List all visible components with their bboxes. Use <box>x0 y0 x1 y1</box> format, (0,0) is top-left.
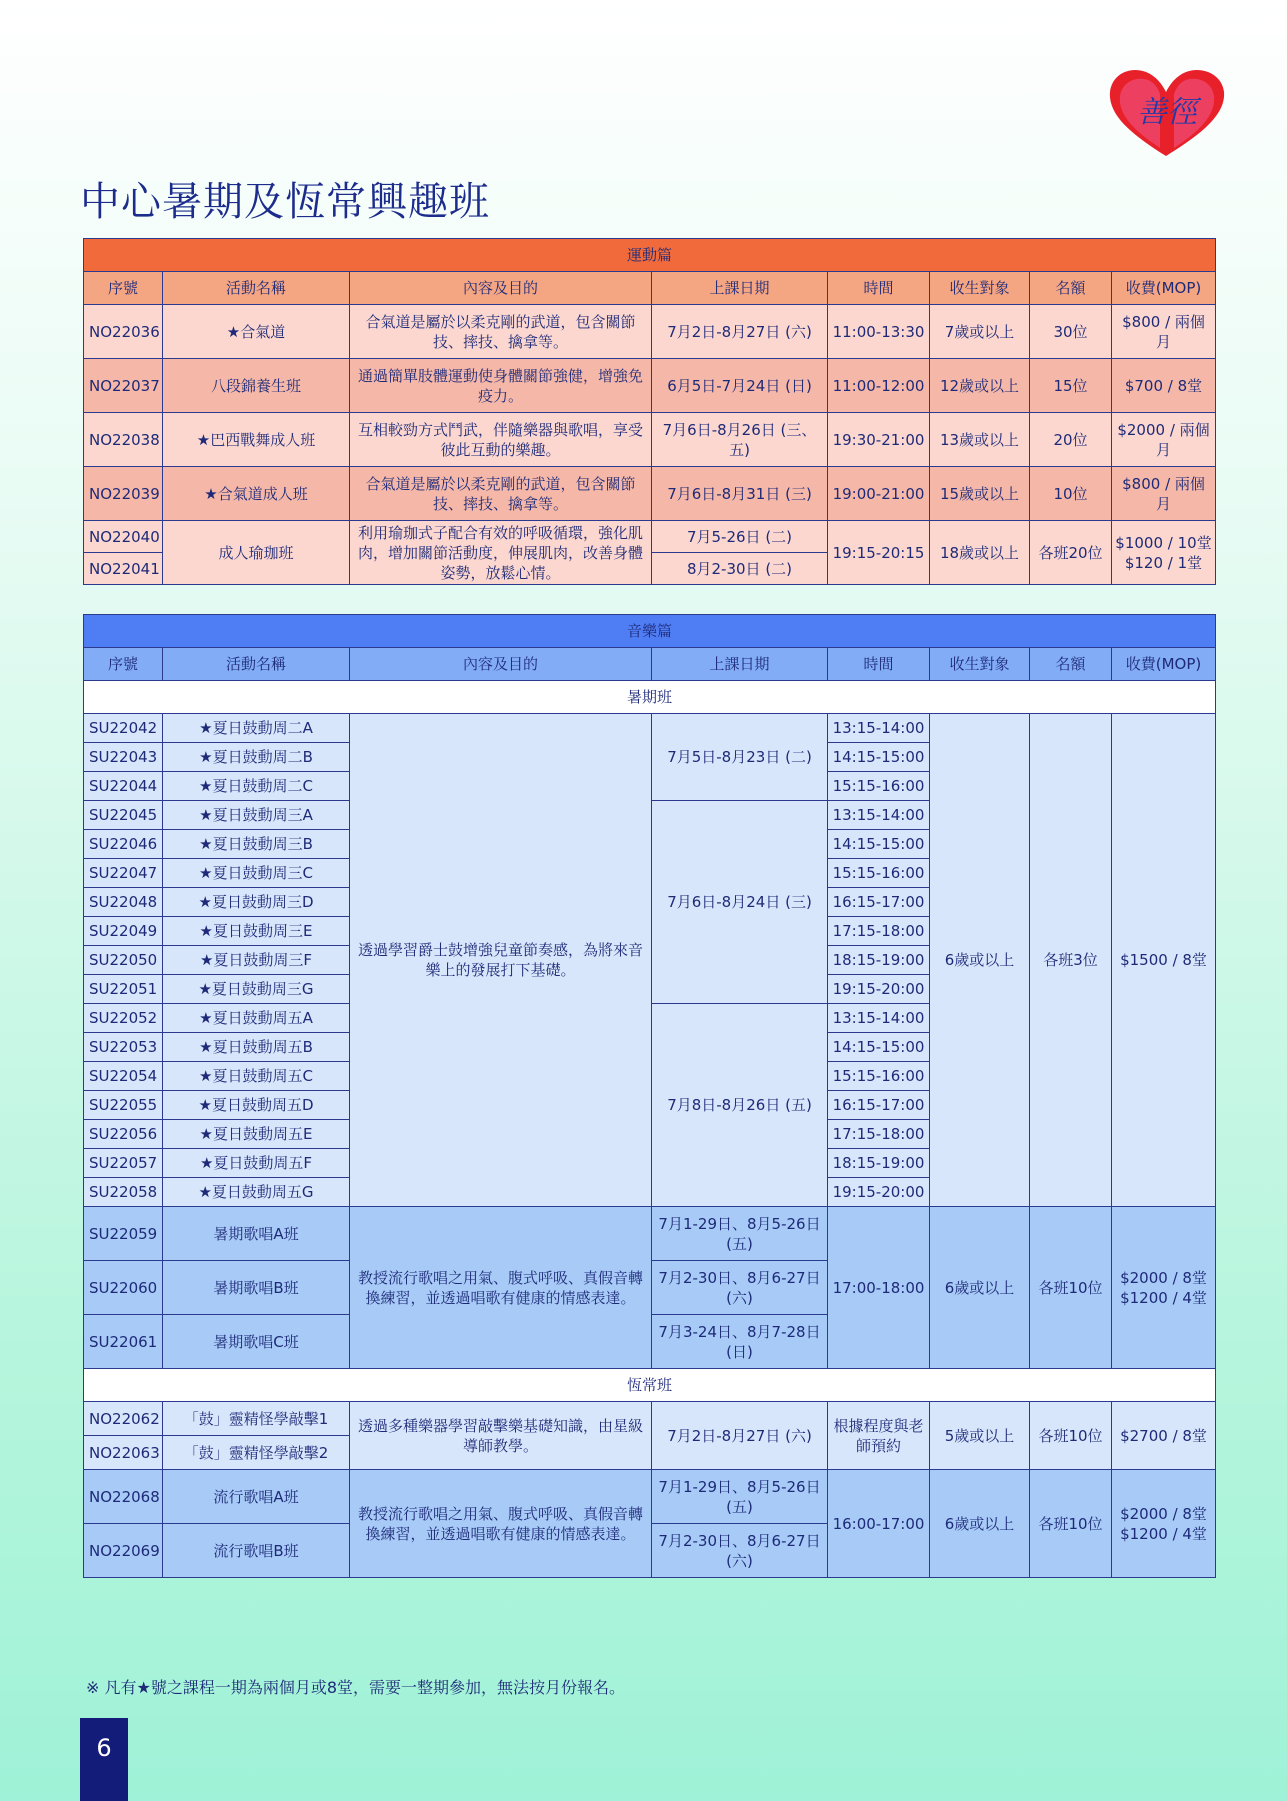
page-title: 中心暑期及恆常興趣班 <box>80 179 490 225</box>
course-date: 7月6日-8月26日 (三、五) <box>652 413 828 467</box>
course-code: SU22044 <box>84 772 163 801</box>
shanjing-logo <box>1104 64 1230 160</box>
section-title: 音樂篇 <box>84 615 1216 648</box>
course-name: 暑期歌唱C班 <box>163 1315 350 1369</box>
table-row <box>84 1470 1216 1524</box>
table-row <box>84 521 1216 553</box>
course-date: 7月6日-8月31日 (三) <box>652 467 828 521</box>
course-code: SU22053 <box>84 1033 163 1062</box>
course-code: NO22037 <box>84 359 163 413</box>
logo-text: 善徑 <box>1137 95 1197 130</box>
header-quota: 名額 <box>1030 648 1112 681</box>
course-quota: 各班10位 <box>1030 1402 1112 1470</box>
course-code: SU22049 <box>84 917 163 946</box>
footnote: ※ 凡有★號之課程一期為兩個月或8堂，需要一整期參加，無法按月份報名。 <box>86 1678 626 1697</box>
course-code: SU22056 <box>84 1120 163 1149</box>
course-time: 14:15-15:00 <box>828 830 930 859</box>
course-age: 15歲或以上 <box>930 467 1030 521</box>
sports-table <box>83 238 1216 585</box>
course-code: NO22036 <box>84 305 163 359</box>
course-quota: 10位 <box>1030 467 1112 521</box>
course-quota: 各班20位 <box>1030 521 1112 585</box>
course-time: 19:30-21:00 <box>828 413 930 467</box>
course-time: 14:15-15:00 <box>828 743 930 772</box>
course-content: 互相較勁方式鬥武，伴隨樂器與歌唱，享受彼此互動的樂趣。 <box>350 413 652 467</box>
course-quota: 各班3位 <box>1030 714 1112 1207</box>
course-quota: 15位 <box>1030 359 1112 413</box>
subsection-summer: 暑期班 <box>84 681 1216 714</box>
course-name: ★夏日鼓動周三D <box>163 888 350 917</box>
course-quota: 20位 <box>1030 413 1112 467</box>
header-date: 上課日期 <box>652 272 828 305</box>
course-time: 18:15-19:00 <box>828 1149 930 1178</box>
course-code: SU22045 <box>84 801 163 830</box>
header-name: 活動名稱 <box>163 272 350 305</box>
course-time: 根據程度與老師預約 <box>828 1402 930 1470</box>
course-content: 通過簡單肢體運動使身體關節強健，增強免疫力。 <box>350 359 652 413</box>
course-code: SU22048 <box>84 888 163 917</box>
course-fee: $700 / 8堂 <box>1112 359 1216 413</box>
course-time: 16:15-17:00 <box>828 888 930 917</box>
header-time: 時間 <box>828 272 930 305</box>
course-name: ★夏日鼓動周五E <box>163 1120 350 1149</box>
course-code: SU22058 <box>84 1178 163 1207</box>
course-name: 暑期歌唱A班 <box>163 1207 350 1261</box>
header-quota: 名額 <box>1030 272 1112 305</box>
table-row <box>84 714 1216 743</box>
course-time: 19:15-20:00 <box>828 1178 930 1207</box>
course-name: ★合氣道 <box>163 305 350 359</box>
course-content: 透過學習爵士鼓增強兒童節奏感，為將來音樂上的發展打下基礎。 <box>350 714 652 1207</box>
page-number: 6 <box>80 1718 128 1801</box>
course-date: 7月1-29日、8月5-26日 (五) <box>652 1470 828 1524</box>
music-table <box>83 614 1216 1578</box>
course-code: NO22062 <box>84 1402 163 1436</box>
course-name: 「鼓」靈精怪學敲擊2 <box>163 1436 350 1470</box>
course-name: ★夏日鼓動周三F <box>163 946 350 975</box>
course-name: ★夏日鼓動周二C <box>163 772 350 801</box>
course-fee: $2700 / 8堂 <box>1112 1402 1216 1470</box>
course-code: NO22068 <box>84 1470 163 1524</box>
course-name: ★夏日鼓動周三G <box>163 975 350 1004</box>
course-name: ★夏日鼓動周三B <box>163 830 350 859</box>
course-quota: 各班10位 <box>1030 1207 1112 1369</box>
course-code: SU22051 <box>84 975 163 1004</box>
header-date: 上課日期 <box>652 648 828 681</box>
course-name: 流行歌唱B班 <box>163 1524 350 1578</box>
course-content: 教授流行歌唱之用氣、腹式呼吸、真假音轉換練習，並透過唱歌有健康的情感表達。 <box>350 1207 652 1369</box>
course-name: ★巴西戰舞成人班 <box>163 413 350 467</box>
course-name: ★夏日鼓動周五B <box>163 1033 350 1062</box>
course-time: 15:15-16:00 <box>828 772 930 801</box>
course-content: 教授流行歌唱之用氣、腹式呼吸、真假音轉換練習，並透過唱歌有健康的情感表達。 <box>350 1470 652 1578</box>
course-name: 「鼓」靈精怪學敲擊1 <box>163 1402 350 1436</box>
course-age: 6歲或以上 <box>930 1470 1030 1578</box>
header-content: 內容及目的 <box>350 272 652 305</box>
course-date: 7月5日-8月23日 (二) <box>652 714 828 801</box>
header-code: 序號 <box>84 272 163 305</box>
course-time: 19:15-20:00 <box>828 975 930 1004</box>
course-date: 6月5日-7月24日 (日) <box>652 359 828 413</box>
course-age: 13歲或以上 <box>930 413 1030 467</box>
course-content: 透過多種樂器學習敲擊樂基礎知識，由星級導師教學。 <box>350 1402 652 1470</box>
header-row <box>84 648 1216 681</box>
header-row <box>84 272 1216 305</box>
course-code: NO22039 <box>84 467 163 521</box>
course-time: 11:00-12:00 <box>828 359 930 413</box>
course-time: 15:15-16:00 <box>828 859 930 888</box>
course-time: 15:15-16:00 <box>828 1062 930 1091</box>
course-code: SU22061 <box>84 1315 163 1369</box>
course-time: 13:15-14:00 <box>828 714 930 743</box>
course-code: SU22057 <box>84 1149 163 1178</box>
course-code: SU22054 <box>84 1062 163 1091</box>
course-name: ★夏日鼓動周五G <box>163 1178 350 1207</box>
table-row <box>84 467 1216 521</box>
course-time: 14:15-15:00 <box>828 1033 930 1062</box>
table-row <box>84 359 1216 413</box>
course-code: SU22060 <box>84 1261 163 1315</box>
course-fee: $1000 / 10堂 $120 / 1堂 <box>1112 521 1216 585</box>
course-name: ★夏日鼓動周五A <box>163 1004 350 1033</box>
course-time: 17:15-18:00 <box>828 917 930 946</box>
header-content: 內容及目的 <box>350 648 652 681</box>
header-code: 序號 <box>84 648 163 681</box>
course-code: NO22040 <box>84 521 163 553</box>
course-code: SU22043 <box>84 743 163 772</box>
course-time: 19:15-20:15 <box>828 521 930 585</box>
header-time: 時間 <box>828 648 930 681</box>
course-time: 18:15-19:00 <box>828 946 930 975</box>
course-age: 5歲或以上 <box>930 1402 1030 1470</box>
course-code: SU22047 <box>84 859 163 888</box>
header-age: 收生對象 <box>930 272 1030 305</box>
course-age: 6歲或以上 <box>930 714 1030 1207</box>
course-code: SU22059 <box>84 1207 163 1261</box>
course-name: ★夏日鼓動周五D <box>163 1091 350 1120</box>
course-date: 7月2日-8月27日 (六) <box>652 305 828 359</box>
course-time: 16:00-17:00 <box>828 1470 930 1578</box>
course-date: 7月1-29日、8月5-26日 (五) <box>652 1207 828 1261</box>
course-code: SU22050 <box>84 946 163 975</box>
course-time: 17:00-18:00 <box>828 1207 930 1369</box>
course-name: ★夏日鼓動周五C <box>163 1062 350 1091</box>
header-age: 收生對象 <box>930 648 1030 681</box>
course-name: ★夏日鼓動周二B <box>163 743 350 772</box>
course-date: 8月2-30日 (二) <box>652 553 828 585</box>
course-name: 八段錦養生班 <box>163 359 350 413</box>
course-time: 11:00-13:30 <box>828 305 930 359</box>
section-title: 運動篇 <box>84 239 1216 272</box>
course-name: ★夏日鼓動周三A <box>163 801 350 830</box>
course-code: NO22038 <box>84 413 163 467</box>
course-quota: 各班10位 <box>1030 1470 1112 1578</box>
course-fee: $2000 / 8堂 $1200 / 4堂 <box>1112 1207 1216 1369</box>
course-time: 17:15-18:00 <box>828 1120 930 1149</box>
table-row <box>84 1207 1216 1261</box>
table-row <box>84 305 1216 359</box>
course-quota: 30位 <box>1030 305 1112 359</box>
course-fee: $2000 / 8堂 $1200 / 4堂 <box>1112 1470 1216 1578</box>
table-row <box>84 413 1216 467</box>
course-time: 13:15-14:00 <box>828 801 930 830</box>
course-code: SU22055 <box>84 1091 163 1120</box>
course-name: ★夏日鼓動周三E <box>163 917 350 946</box>
course-code: SU22052 <box>84 1004 163 1033</box>
course-fee: $2000 / 兩個月 <box>1112 413 1216 467</box>
header-fee: 收費(MOP) <box>1112 272 1216 305</box>
course-code: SU22042 <box>84 714 163 743</box>
course-name: ★夏日鼓動周二A <box>163 714 350 743</box>
course-code: SU22046 <box>84 830 163 859</box>
course-date: 7月2-30日、8月6-27日 (六) <box>652 1524 828 1578</box>
course-time: 13:15-14:00 <box>828 1004 930 1033</box>
course-content: 合氣道是屬於以柔克剛的武道，包含關節技、摔技、擒拿等。 <box>350 305 652 359</box>
course-name: ★夏日鼓動周三C <box>163 859 350 888</box>
course-code: NO22069 <box>84 1524 163 1578</box>
course-date: 7月6日-8月24日 (三) <box>652 801 828 1004</box>
course-date: 7月8日-8月26日 (五) <box>652 1004 828 1207</box>
course-date: 7月5-26日 (二) <box>652 521 828 553</box>
course-name: 暑期歌唱B班 <box>163 1261 350 1315</box>
course-code: NO22041 <box>84 553 163 585</box>
course-fee: $800 / 兩個月 <box>1112 467 1216 521</box>
course-age: 7歲或以上 <box>930 305 1030 359</box>
course-age: 12歲或以上 <box>930 359 1030 413</box>
table-row <box>84 1402 1216 1436</box>
course-name: 成人瑜珈班 <box>163 521 350 585</box>
course-time: 16:15-17:00 <box>828 1091 930 1120</box>
course-fee: $1500 / 8堂 <box>1112 714 1216 1207</box>
course-time: 19:00-21:00 <box>828 467 930 521</box>
course-fee: $800 / 兩個月 <box>1112 305 1216 359</box>
course-age: 18歲或以上 <box>930 521 1030 585</box>
subsection-regular: 恆常班 <box>84 1369 1216 1402</box>
course-name: ★合氣道成人班 <box>163 467 350 521</box>
course-content: 合氣道是屬於以柔克剛的武道，包含關節技、摔技、擒拿等。 <box>350 467 652 521</box>
course-date: 7月3-24日、8月7-28日 (日) <box>652 1315 828 1369</box>
course-name: 流行歌唱A班 <box>163 1470 350 1524</box>
header-fee: 收費(MOP) <box>1112 648 1216 681</box>
course-content: 利用瑜珈式子配合有效的呼吸循環，強化肌肉，增加關節活動度，伸展肌肉，改善身體姿勢，放鬆心情。 <box>350 521 652 585</box>
course-code: NO22063 <box>84 1436 163 1470</box>
course-name: ★夏日鼓動周五F <box>163 1149 350 1178</box>
course-date: 7月2-30日、8月6-27日 (六) <box>652 1261 828 1315</box>
course-date: 7月2日-8月27日 (六) <box>652 1402 828 1470</box>
course-age: 6歲或以上 <box>930 1207 1030 1369</box>
header-name: 活動名稱 <box>163 648 350 681</box>
